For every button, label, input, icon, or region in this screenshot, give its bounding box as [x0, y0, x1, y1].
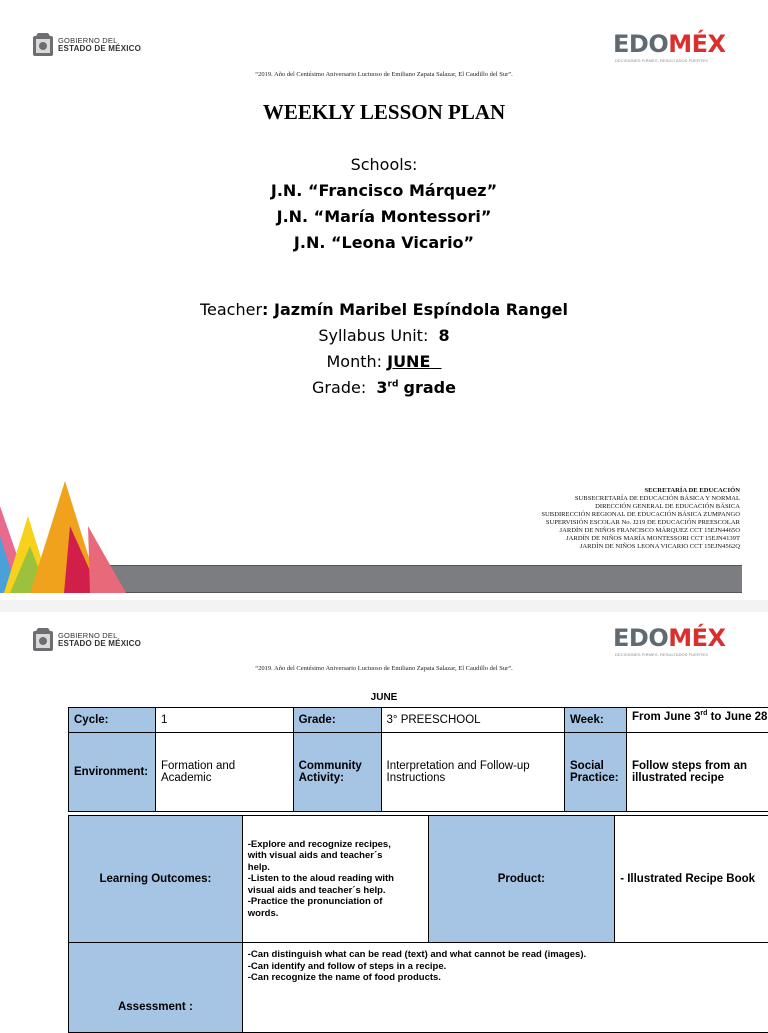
- table-row: [69, 816, 768, 943]
- table-row: [69, 708, 768, 733]
- assessment-value: -Can distinguish what can be read (text) and what cannot be read (images). -Can identify and follow of steps in a recipe. -Can recognize the name of food products.: [242, 943, 768, 1033]
- product-label: Product:: [428, 816, 615, 943]
- edomex-part2: MÉX: [668, 624, 725, 652]
- gov-line1: GOBIERNO DEL: [58, 37, 141, 45]
- edomex-tagline: DECISIONES FIRMES, RESULTADOS FUERTES: [615, 58, 708, 63]
- grade-number: 3: [376, 378, 387, 397]
- secretaria-line: JARDÍN DE NIÑOS MARÍA MONTESSORI CCT 15EJN4139T: [541, 535, 740, 543]
- social-practice-value: Follow steps from an illustrated recipe: [626, 733, 768, 812]
- environment-label: Environment:: [69, 733, 156, 812]
- environment-value: Formation and Academic: [155, 733, 293, 812]
- school-2: J.N. “María Montessori”: [0, 207, 768, 226]
- month-heading: JUNE: [0, 692, 768, 703]
- secretaria-heading: SECRETARÍA DE EDUCACIÓN: [541, 487, 740, 495]
- grade-word: grade: [404, 378, 456, 397]
- table-row: [69, 733, 768, 812]
- teacher-label: Teacher: [200, 300, 262, 319]
- seal-icon: [32, 628, 54, 652]
- assessment-label: Assessment :: [69, 943, 243, 1033]
- plan-header-table: [68, 707, 768, 812]
- teacher-line: [0, 300, 768, 319]
- edomex-tagline: DECISIONES FIRMES, RESULTADOS FUERTES: [615, 652, 708, 657]
- secretaria-line: DIRECCIÓN GENERAL DE EDUCACIÓN BÁSICA: [541, 503, 740, 511]
- month-line: [0, 352, 768, 371]
- secretaria-line: SUPERVISIÓN ESCOLAR No. J219 DE EDUCACIÓN PREESCOLAR: [541, 519, 740, 527]
- grade-label: Grade:: [312, 378, 366, 397]
- unit-label: Syllabus Unit:: [318, 326, 428, 345]
- schools-label: Schools:: [0, 155, 768, 174]
- edomex-logo: [613, 624, 726, 652]
- teacher-name: : Jazmín Maribel Espíndola Rangel: [262, 300, 568, 319]
- gov-line2: ESTADO DE MÉXICO: [58, 45, 141, 53]
- gov-logo: [32, 33, 141, 57]
- secretaria-block: [541, 487, 740, 551]
- week-value-start: From June 3: [632, 711, 700, 723]
- school-3: J.N. “Leona Vicario”: [0, 233, 768, 252]
- learning-outcomes-label: Learning Outcomes:: [69, 816, 243, 943]
- learning-outcomes-value: -Explore and recognize recipes, with visual aids and teacher´s help. -Listen to the aloud reading with visual aids and teacher´s help. -Practice the pronunciation of words.: [242, 816, 428, 943]
- secretaria-line: JARDÍN DE NIÑOS LEONA VICARIO CCT 15EJN4562Q: [541, 543, 740, 551]
- cycle-value: 1: [155, 708, 293, 733]
- year-motto: “2019. Año del Centésimo Aniversario Luctuoso de Emiliano Zapata Salazar, El Caudillo del Sur”.: [0, 665, 768, 672]
- gov-line1: GOBIERNO DEL: [58, 632, 141, 640]
- secretaria-line: SUBSECRETARÍA DE EDUCACIÓN BÁSICA Y NORMAL: [541, 495, 740, 503]
- school-1: J.N. “Francisco Márquez”: [0, 181, 768, 200]
- grade-label: Grade:: [293, 708, 381, 733]
- unit-line: [0, 326, 768, 345]
- month-value: JUNE: [387, 352, 430, 371]
- page-title: WEEKLY LESSON PLAN: [0, 100, 768, 125]
- week-value-suffix: rd: [700, 710, 707, 717]
- edomex-logo: [613, 30, 726, 58]
- table-row: [69, 943, 768, 1033]
- unit-value: 8: [439, 326, 450, 345]
- gov-line2: ESTADO DE MÉXICO: [58, 640, 141, 648]
- secretaria-line: JARDÍN DE NIÑOS FRANCISCO MÁRQUEZ CCT 15EJN4465O: [541, 527, 740, 535]
- community-activity-label: Community Activity:: [293, 733, 381, 812]
- year-motto: “2019. Año del Centésimo Aniversario Luctuoso de Emiliano Zapata Salazar, El Caudillo del Sur”.: [0, 71, 768, 78]
- edomex-part1: EDO: [613, 624, 668, 652]
- seal-icon: [32, 33, 54, 57]
- secretaria-line: SUBDIRECCIÓN REGIONAL DE EDUCACIÓN BÁSICA ZUMPANGO: [541, 511, 740, 519]
- week-label: Week:: [565, 708, 627, 733]
- week-value-end: to June 28: [707, 711, 767, 723]
- page-gap: [0, 600, 768, 612]
- plan-outcomes-table: [68, 815, 768, 1033]
- edomex-part1: EDO: [613, 30, 668, 58]
- triangle-salmon: [88, 526, 126, 593]
- cycle-label: Cycle:: [69, 708, 156, 733]
- month-label: Month:: [326, 352, 382, 371]
- grade-suffix: rd: [388, 380, 399, 390]
- week-value: [626, 708, 768, 733]
- grade-line: [0, 378, 768, 397]
- decorative-triangles-graphic: [0, 476, 140, 600]
- product-value: - Illustrated Recipe Book: [615, 816, 768, 943]
- community-activity-value: Interpretation and Follow-up Instructions: [381, 733, 565, 812]
- edomex-part2: MÉX: [668, 30, 725, 58]
- gov-logo: [32, 628, 141, 652]
- social-practice-label: Social Practice:: [565, 733, 627, 812]
- grade-value: 3° PREESCHOOL: [381, 708, 565, 733]
